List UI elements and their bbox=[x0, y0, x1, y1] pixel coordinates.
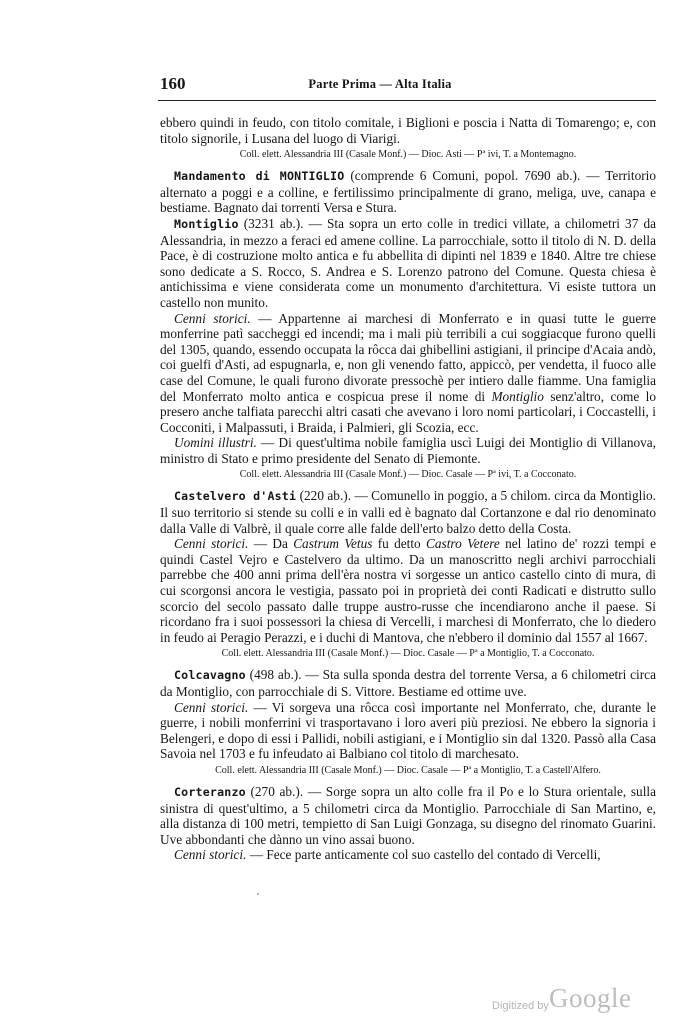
paragraph bbox=[160, 488, 656, 536]
italic-term: Castrum Vetus bbox=[293, 536, 373, 552]
header-rule bbox=[158, 100, 656, 101]
paragraph bbox=[160, 784, 656, 847]
collegio-note: Coll. elett. Alessandria III (Casale Monf.) — Dioc. Asti — Pª ivi, T. a Montemagno. bbox=[239, 149, 577, 161]
text-run: — Da bbox=[248, 536, 294, 552]
italic-term: Montiglio bbox=[491, 388, 544, 404]
text-run: nel latino de' rozzi tempi e quindi Castel Vejro e Castelvero da ultimo. Da un manoscritto negli archivi parrocchiali parrebbe che 400 anni prima dell'èra nostra vi sorgesse un antico castello cinto di mura, di cui scorgonsi ancora le vestigia, passato poi in proprietà dei conti Radicati e distrutto sullo scorcio del secolo passato dalle truppe austro-russe che incendiarono anche il paese. Si ricordano fra i suoi possessori la chiesa di Vercelli, i marchesi di Monferrato, che lo diedero in feudo ai Peragio Perazzi, e i duchi di Mantova, che n'ebbero il dominio dal 1557 al 1667. bbox=[160, 536, 656, 645]
place-heading: Castelvero d'Asti bbox=[174, 489, 297, 504]
page-body bbox=[160, 115, 656, 863]
paragraph bbox=[160, 115, 656, 146]
italic-term: Cenni storici. bbox=[174, 536, 249, 552]
text-run: — Di quest'ultima nobile famiglia uscì Luigi dei Montiglio di Villanova, ministro di Stato e primo presidente del Senato di Piemonte. bbox=[160, 435, 656, 466]
text-run: fu detto bbox=[372, 536, 427, 552]
digitization-watermark bbox=[492, 983, 652, 1017]
italic-term: Cenni storici. bbox=[174, 847, 247, 863]
text-run: (270 ab.). — Sorge sopra un alto colle fra il Po e lo Stura orientale, sulla sinistra di quest'ultimo, a 5 chilometri circa da Montiglio. Parrocchiale di San Martino, e, alla distanza di 100 metri, tempietto di San Luigi Gonzaga, su disegno del rinomato Guarini. Uve abbondanti che dànno un vino assai buono. bbox=[160, 783, 656, 847]
page-number: 160 bbox=[160, 74, 186, 93]
paragraph bbox=[160, 536, 656, 645]
text-run: — Appartenne ai marchesi di Monferrato e in quasi tutte le guerre monferrine patì saccheggi ed incendi; ma i mali più terribili a cui soggiacque furono quelli del 1305, quando, essendo occupata la rôcca dai ghibellini astigiani, il principe d'Acaia andò, coi guelfi d'Asti, ad espugnarla, e, non gli venendo fatto, appiccò, per vendetta, il fuoco alle case del Comune, le quali furono divorate pressochè per intiero dalle fiamme. Una famiglia del Monferrato molto antica e cospicua prese il nome di bbox=[160, 310, 656, 404]
text-run: ebbero quindi in feudo, con titolo comitale, i Biglioni e poscia i Natta di Tomarengo; e, con titolo signorile, i Lusana del luogo di Viarigi. bbox=[160, 115, 656, 146]
google-logo: Google bbox=[549, 983, 632, 1013]
paragraph bbox=[160, 667, 656, 699]
place-heading: Montiglio bbox=[174, 216, 239, 231]
italic-term: Cenni storici. bbox=[174, 310, 251, 326]
text-run: (3231 ab.). — Sta sopra un erto colle in tredici villate, a chilometri 37 da Alessandria, in mezzo a feraci ed amene colline. La parrocchiale, sotto il titolo di N. D. della Pace, è di costruzione molto antica e fu abbellita di dipinti nel 1839 e 1840. Altre tre chiese sono dedicate a S. Rocco, S. Andrea e S. Lorenzo patrono del Comune. Questa chiesa è antichissima e viene considerata come un monumento d'architettura. Vi esiste tuttora un castello non munito. bbox=[160, 215, 656, 310]
text-run: (498 ab.). — Sta sulla sponda destra del torrente Versa, a 6 chilometri circa da Montiglio, con parrocchiale di S. Vittore. Bestiame ed ottime uve. bbox=[160, 667, 656, 699]
italic-term: Castro Vetere bbox=[426, 536, 500, 552]
collegio-note: Coll. elett. Alessandria III (Casale Monf.) — Dioc. Casale — Pª a Montiglio, T. a Castell'Alfero. bbox=[215, 764, 601, 776]
paragraph bbox=[160, 311, 656, 436]
place-heading: Colcavagno bbox=[174, 668, 246, 683]
running-title: Parte Prima — Alta Italia bbox=[308, 77, 452, 91]
running-header bbox=[0, 77, 700, 92]
place-heading: Corteranzo bbox=[174, 784, 246, 799]
collegio-note: Coll. elett. Alessandria III (Casale Monf.) — Dioc. Casale — Pª a Montiglio, T. a Cocconato. bbox=[221, 648, 595, 660]
italic-term: Uomini illustri. bbox=[174, 435, 257, 451]
text-run: senz'altro, come lo presero anche talfiata parecchi altri casati che avevano i loro nomi particolari, i Coccastelli, i Cocconiti, i Malpassuti, i Braida, i Palmieri, gli Scozia, ecc. bbox=[160, 388, 656, 435]
text-run: — Vi sorgeva una rôcca così importante nel Monferrato, che, durante le guerre, i nobili monferrini vi trasportavano i loro averi più preziosi. Ne ebbero la signoria i Belengeri, e dopo di essi i Pallidi, nobili astigiani, e i Montiglio sin dal 1320. Passò alla Casa Savoia nel 1703 e fu infeudato ai Balbiano col titolo di marchesato. bbox=[160, 699, 656, 762]
paragraph bbox=[160, 435, 656, 466]
print-speck bbox=[257, 893, 259, 895]
place-heading: Mandamento di MONTIGLIO bbox=[174, 169, 345, 184]
paragraph bbox=[160, 847, 656, 863]
paragraph bbox=[160, 216, 656, 311]
text-run: (comprende 6 Comuni, popol. 7690 ab.). — Territorio alternato a poggi e a colline, e fertilissimo principalmente di grano, meliga, uve, canapa e bestiame. Bagnato dai torrenti Versa e Stura. bbox=[160, 168, 656, 216]
collegio-note: Coll. elett. Alessandria III (Casale Monf.) — Dioc. Casale — Pª ivi, T. a Cocconato. bbox=[239, 469, 577, 481]
paragraph bbox=[160, 168, 656, 216]
paragraph bbox=[160, 700, 656, 762]
watermark-prefix: Digitized by bbox=[492, 1000, 549, 1012]
text-run: — Fece parte anticamente col suo castello del contado di Vercelli, bbox=[246, 847, 601, 863]
text-run: (220 ab.). — Comunello in poggio, a 5 chilom. circa da Montiglio. Il suo territorio si stende su colli e in valli ed è bagnato dal Cortanzone e dal rio denominato dalla Valle di Valbrè, il quale corre alle falde dell'erto balzo detto della Costa. bbox=[160, 488, 656, 536]
italic-term: Cenni storici. bbox=[174, 699, 249, 715]
